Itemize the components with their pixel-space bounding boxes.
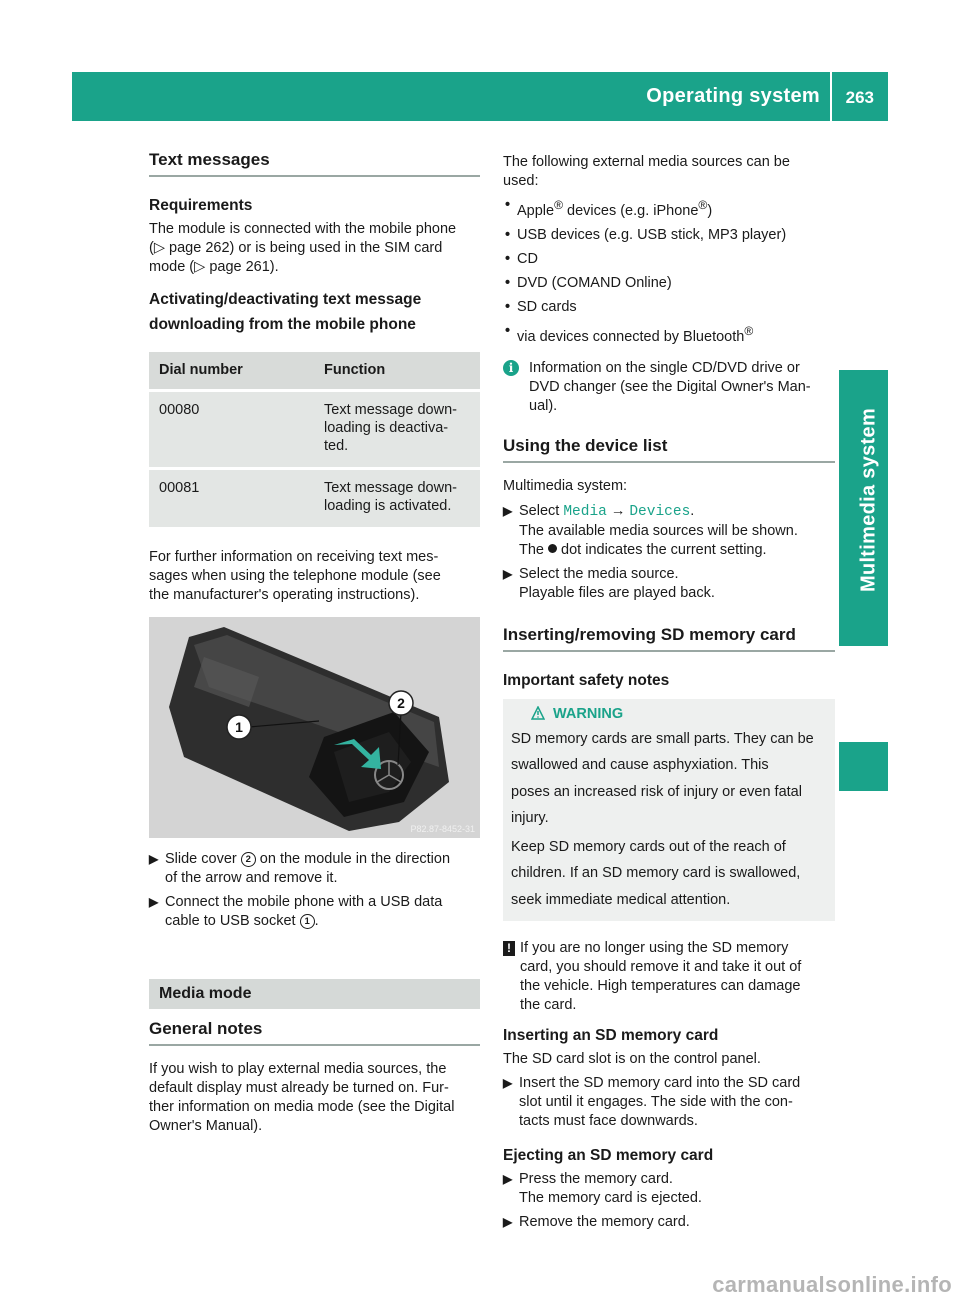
image-code: P82.87-8452-31 <box>410 824 475 834</box>
list-text: SD cards <box>517 298 577 315</box>
list-text: DVD (COMAND Online) <box>517 274 672 291</box>
step-marker-icon: ▶ <box>503 1215 513 1230</box>
step-marker-icon: ▶ <box>503 503 513 518</box>
step-line: Select the media source. <box>519 565 679 582</box>
list-item <box>503 250 835 269</box>
caution-line: If you are no longer using the SD memory <box>520 940 789 957</box>
step-line: tacts must face downwards. <box>519 1113 698 1130</box>
page-ref-icon: ▷ <box>194 259 206 275</box>
info-note <box>503 359 835 416</box>
instruction-step <box>503 1213 835 1232</box>
step-marker-icon: ▶ <box>503 566 513 581</box>
paragraph-line: ther information on media mode (see the Digital <box>149 1099 455 1115</box>
instruction-step <box>149 893 484 931</box>
list-item <box>503 196 835 221</box>
step-line <box>165 912 484 931</box>
activating-heading: downloading from the mobile phone <box>149 316 416 333</box>
paragraph-line: default display must already be turned on. Fur- <box>149 1080 449 1096</box>
module-illustration <box>149 617 480 838</box>
function-line: loading is deactiva- <box>324 420 449 436</box>
warning-header <box>511 705 827 724</box>
warning-box <box>503 699 835 922</box>
bullet-icon: • <box>505 322 511 339</box>
general-notes-heading: General notes <box>149 1019 480 1046</box>
step-text: Select <box>519 502 564 519</box>
warning-triangle-icon <box>531 706 545 720</box>
step-marker-icon: ▶ <box>149 852 159 866</box>
list-text: USB devices (e.g. USB stick, MP3 player) <box>517 226 787 243</box>
caution-line: the card. <box>520 997 577 1014</box>
media-mode-bar <box>149 979 480 1009</box>
bullet-icon: • <box>505 250 511 267</box>
left-column-lower <box>149 850 484 1136</box>
warning-line: seek immediate medical attention. <box>511 891 731 908</box>
list-text: Apple <box>517 202 555 219</box>
instruction-step <box>503 565 835 603</box>
warning-paragraph <box>511 836 827 912</box>
general-notes-paragraph <box>149 1060 484 1136</box>
requirements-line-text: page 261). <box>205 259 279 275</box>
sd-card-heading: Inserting/removing SD memory card <box>503 625 835 652</box>
instruction-step <box>503 1074 835 1131</box>
usb-module-photo <box>149 617 480 838</box>
step-text: . <box>690 502 695 519</box>
function-line: loading is activated. <box>324 498 452 514</box>
multimedia-label: Multimedia system: <box>503 477 628 494</box>
header-separator <box>830 72 832 121</box>
step-line: slot until it engages. The side with the con- <box>519 1094 793 1111</box>
paragraph-line: used: <box>503 173 539 189</box>
note-line: ual). <box>529 397 558 414</box>
bullet-icon: • <box>505 197 511 213</box>
chapter-title: Multimedia system <box>857 407 880 593</box>
dial-cell: 00080 <box>149 392 314 467</box>
activating-heading: Activating/deactivating text message <box>149 291 422 308</box>
chapter-marker-block <box>839 742 888 791</box>
step-text: dot indicates the current setting. <box>557 541 767 558</box>
arrow-icon: → <box>610 502 626 519</box>
step-text: . <box>314 913 319 929</box>
paragraph-line: The SD card slot is on the control panel. <box>503 1051 761 1068</box>
requirements-line-text: page 262) or is being used in the SIM card <box>165 240 443 256</box>
safety-heading: Important safety notes <box>503 671 670 689</box>
warning-line: injury. <box>511 810 549 827</box>
paragraph-line: For further information on receiving text mes- <box>149 549 439 565</box>
warning-line: Keep SD memory cards out of the reach of <box>511 838 786 855</box>
list-item <box>503 226 835 245</box>
info-icon: i <box>503 360 519 376</box>
step-line: Insert the SD memory card into the SD card <box>519 1075 801 1092</box>
dial-number-table <box>149 349 480 530</box>
warning-line: SD memory cards are small parts. They can be <box>511 730 814 747</box>
note-line: Information on the single CD/DVD drive or <box>529 359 800 376</box>
registered-mark: ® <box>554 198 563 212</box>
caution-line: the vehicle. High temperatures can damage <box>520 978 801 995</box>
callout-2: 2 <box>397 695 405 711</box>
column-header: Function <box>314 352 480 389</box>
function-line: ted. <box>324 438 349 454</box>
warning-line: children. If an SD memory card is swallowed, <box>511 865 801 882</box>
step-line: Press the memory card. <box>519 1171 673 1188</box>
table-row <box>149 470 480 527</box>
selection-dot-icon <box>548 544 557 553</box>
paragraph-line: the manufacturer's operating instructions). <box>149 587 420 603</box>
list-item <box>503 274 835 293</box>
step-text: Slide cover <box>165 851 241 867</box>
paragraph-line: sages when using the telephone module (see <box>149 568 441 584</box>
step-line <box>519 541 835 560</box>
list-text: CD <box>517 250 538 267</box>
table-header-row <box>149 352 480 389</box>
section-title: Operating system <box>646 85 820 107</box>
caution-line: card, you should remove it and take it out of <box>520 959 802 976</box>
bullet-icon: • <box>505 274 511 291</box>
step-line: Playable files are played back. <box>519 584 715 601</box>
list-text: ) <box>707 202 713 219</box>
step-line <box>519 502 835 522</box>
paragraph-line: The following external media sources can be <box>503 154 790 170</box>
callout-ref-2: 2 <box>241 852 256 867</box>
function-line: Text message down- <box>324 480 457 496</box>
page-header-bar <box>72 72 888 121</box>
function-cell <box>314 392 480 467</box>
further-info-paragraph <box>149 548 480 605</box>
requirements-heading: Requirements <box>149 197 253 214</box>
requirements-line: The module is connected with the mobile phone <box>149 221 457 237</box>
warning-title: WARNING <box>553 705 624 722</box>
step-line: The memory card is ejected. <box>519 1190 702 1207</box>
warning-paragraph <box>511 728 827 830</box>
note-line: DVD changer (see the Digital Owner's Man- <box>529 378 811 395</box>
dial-cell: 00081 <box>149 470 314 527</box>
warning-line: poses an increased risk of injury or even fatal <box>511 783 802 800</box>
instruction-step <box>503 1170 835 1208</box>
menu-item-devices[interactable]: Devices <box>629 503 691 520</box>
media-mode-title: Media mode <box>159 985 252 1002</box>
step-text: on the module in the direction <box>255 851 451 867</box>
watermark: carmanualsonline.info <box>712 1272 952 1297</box>
step-line: of the arrow and remove it. <box>165 870 338 886</box>
ejecting-heading: Ejecting an SD memory card <box>503 1147 714 1165</box>
registered-mark: ® <box>698 198 708 212</box>
step-line <box>165 850 484 869</box>
requirements-line: mode (▷ page 261). <box>149 259 279 275</box>
function-line: Text message down- <box>324 402 457 418</box>
step-line: Connect the mobile phone with a USB data <box>165 894 443 910</box>
step-text: cable to USB socket <box>165 913 300 929</box>
list-text: via devices connected by Bluetooth <box>517 328 745 345</box>
menu-item-media[interactable]: Media <box>563 503 607 520</box>
right-column <box>503 153 835 1232</box>
step-marker-icon: ▶ <box>149 895 159 909</box>
list-item <box>503 298 835 317</box>
paragraph-line: If you wish to play external media sources, the <box>149 1061 447 1077</box>
list-text: devices (e.g. iPhone <box>563 202 699 219</box>
left-column <box>149 150 480 652</box>
list-item <box>503 322 835 347</box>
page-number: 263 <box>845 88 874 107</box>
registered-mark: ® <box>744 323 754 338</box>
bullet-icon: • <box>505 226 511 243</box>
instruction-step <box>149 850 484 888</box>
step-line: The available media sources will be shown. <box>519 522 798 539</box>
table-row <box>149 392 480 467</box>
step-text: The <box>519 541 549 558</box>
callout-1: 1 <box>235 719 243 735</box>
callout-ref-1: 1 <box>300 914 315 929</box>
step-line: Remove the memory card. <box>519 1214 690 1231</box>
column-header: Dial number <box>149 352 314 389</box>
inserting-heading: Inserting an SD memory card <box>503 1027 719 1045</box>
warning-line: swallowed and cause asphyxiation. This <box>511 757 769 774</box>
caution-icon: ! <box>503 941 515 956</box>
function-cell <box>314 470 480 527</box>
bullet-icon: • <box>505 298 511 315</box>
step-marker-icon: ▶ <box>503 1076 513 1091</box>
instruction-step <box>503 502 835 560</box>
device-list-heading: Using the device list <box>503 436 835 463</box>
paragraph-line: Owner's Manual). <box>149 1118 263 1134</box>
caution-note <box>503 939 835 1015</box>
step-marker-icon: ▶ <box>503 1172 513 1187</box>
page-ref-icon: ▷ <box>153 240 165 256</box>
requirements-line: (▷ page 262) or is being used in the SIM card <box>149 240 443 256</box>
text-messages-heading: Text messages <box>149 150 480 177</box>
